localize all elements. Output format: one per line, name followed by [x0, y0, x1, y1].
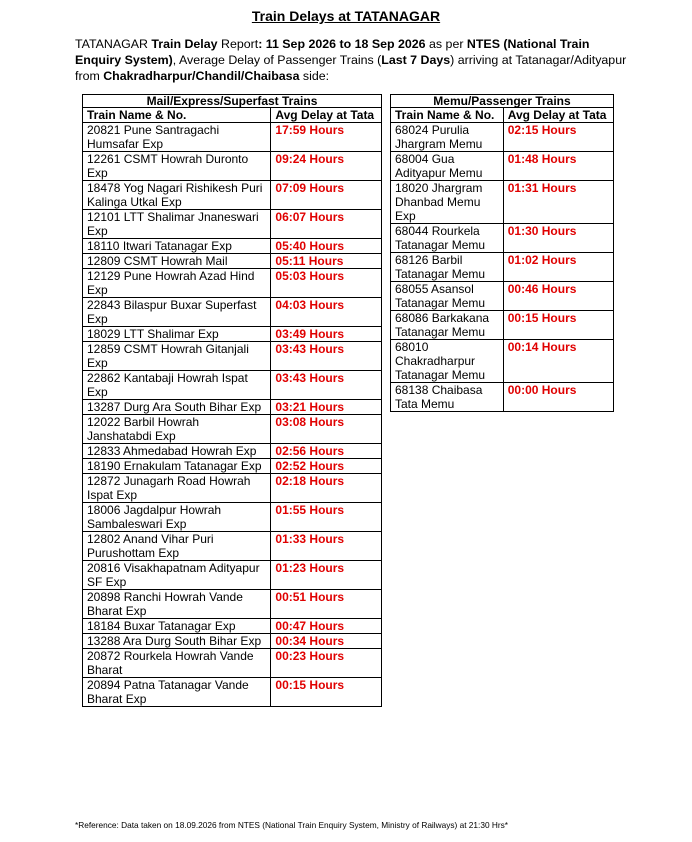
mail-table-row	[83, 444, 382, 459]
train-name-cell: 12101 LTT Shalimar Jnaneswari Exp	[83, 210, 271, 239]
avg-delay-cell: 00:47 Hours	[271, 619, 382, 634]
avg-delay-cell: 03:08 Hours	[271, 415, 382, 444]
page-title: Train Delays at TATANAGAR	[251, 8, 441, 24]
avg-delay-cell: 01:55 Hours	[271, 503, 382, 532]
intro-side: side:	[299, 69, 330, 83]
memu-table-row	[391, 181, 614, 224]
memu-group-header: Memu/Passenger Trains	[391, 95, 614, 108]
mail-table-row	[83, 152, 382, 181]
train-name-cell: 12022 Barbil Howrah Janshatabdi Exp	[83, 415, 271, 444]
train-name-cell: 22843 Bilaspur Buxar Superfast Exp	[83, 298, 271, 327]
mail-table-row	[83, 634, 382, 649]
avg-delay-cell: 00:34 Hours	[271, 634, 382, 649]
avg-delay-cell: 02:15 Hours	[503, 123, 613, 152]
train-name-cell: 12872 Junagarh Road Howrah Ispat Exp	[83, 474, 271, 503]
memu-passenger-table	[390, 94, 614, 412]
avg-delay-cell: 04:03 Hours	[271, 298, 382, 327]
train-name-cell: 18478 Yog Nagari Rishikesh Puri Kalinga Utkal Exp	[83, 181, 271, 210]
avg-delay-cell: 00:15 Hours	[271, 678, 382, 707]
train-name-cell: 18184 Buxar Tatanagar Exp	[83, 619, 271, 634]
intro-paragraph	[75, 36, 635, 84]
memu-table-row	[391, 282, 614, 311]
intro-as-per: as per	[425, 37, 467, 51]
avg-delay-cell: 00:23 Hours	[271, 649, 382, 678]
mail-table-row	[83, 254, 382, 269]
train-name-cell: 12859 CSMT Howrah Gitanjali Exp	[83, 342, 271, 371]
train-name-cell: 20894 Patna Tatanagar Vande Bharat Exp	[83, 678, 271, 707]
train-name-cell: 68044 Rourkela Tatanagar Memu	[391, 224, 504, 253]
memu-table-row	[391, 152, 614, 181]
train-name-cell: 20898 Ranchi Howrah Vande Bharat Exp	[83, 590, 271, 619]
avg-delay-cell: 05:40 Hours	[271, 239, 382, 254]
avg-delay-cell: 02:56 Hours	[271, 444, 382, 459]
intro-station: TATANAGAR	[75, 37, 148, 51]
mail-table-row	[83, 239, 382, 254]
train-name-cell: 68004 Gua Adityapur Memu	[391, 152, 504, 181]
train-name-cell: 22862 Kantabaji Howrah Ispat Exp	[83, 371, 271, 400]
avg-delay-cell: 01:02 Hours	[503, 253, 613, 282]
avg-delay-cell: 00:00 Hours	[503, 383, 613, 412]
train-name-cell: 12802 Anand Vihar Puri Purushottam Exp	[83, 532, 271, 561]
avg-delay-cell: 17:59 Hours	[271, 123, 382, 152]
memu-table-row	[391, 224, 614, 253]
avg-delay-cell: 00:15 Hours	[503, 311, 613, 340]
memu-table-row	[391, 311, 614, 340]
mail-table-row	[83, 181, 382, 210]
mail-express-table	[82, 94, 382, 707]
train-name-cell: 20872 Rourkela Howrah Vande Bharat	[83, 649, 271, 678]
train-name-cell: 18110 Itwari Tatanagar Exp	[83, 239, 271, 254]
avg-delay-cell: 02:18 Hours	[271, 474, 382, 503]
avg-delay-cell: 01:30 Hours	[503, 224, 613, 253]
train-name-cell: 68055 Asansol Tatanagar Memu	[391, 282, 504, 311]
reference-note: *Reference: Data taken on 18.09.2026 from NTES (National Train Enquiry System, Ministry of Railways) at 21:30 Hrs*	[75, 820, 509, 830]
intro-arriving: ) arriving at Tatanagar/Adityapur from	[75, 53, 627, 83]
avg-delay-cell: 03:43 Hours	[271, 342, 382, 371]
intro-mid: , Average Delay of Passenger Trains (	[172, 53, 382, 67]
mail-table-row	[83, 210, 382, 239]
avg-delay-cell: 00:46 Hours	[503, 282, 613, 311]
mail-table-row	[83, 371, 382, 400]
memu-col-delay-header: Avg Delay at Tata	[503, 108, 613, 123]
train-name-cell: 68138 Chaibasa Tata Memu	[391, 383, 504, 412]
intro-from-side: Chakradharpur/Chandil/Chaibasa	[103, 69, 300, 83]
memu-table-row	[391, 253, 614, 282]
train-name-cell: 12833 Ahmedabad Howrah Exp	[83, 444, 271, 459]
mail-table-row	[83, 400, 382, 415]
mail-table-row	[83, 415, 382, 444]
avg-delay-cell: 05:03 Hours	[271, 269, 382, 298]
train-name-cell: 20821 Pune Santragachi Humsafar Exp	[83, 123, 271, 152]
avg-delay-cell: 05:11 Hours	[271, 254, 382, 269]
memu-table-row	[391, 123, 614, 152]
train-name-cell: 12261 CSMT Howrah Duronto Exp	[83, 152, 271, 181]
avg-delay-cell: 01:33 Hours	[271, 532, 382, 561]
avg-delay-cell: 03:21 Hours	[271, 400, 382, 415]
train-name-cell: 68024 Purulia Jhargram Memu	[391, 123, 504, 152]
train-name-cell: 13288 Ara Durg South Bihar Exp	[83, 634, 271, 649]
train-name-cell: 13287 Durg Ara South Bihar Exp	[83, 400, 271, 415]
avg-delay-cell: 00:14 Hours	[503, 340, 613, 383]
train-name-cell: 18020 Jhargram Dhanbad Memu Exp	[391, 181, 504, 224]
train-name-cell: 68126 Barbil Tatanagar Memu	[391, 253, 504, 282]
avg-delay-cell: 02:52 Hours	[271, 459, 382, 474]
memu-col-name-header: Train Name & No.	[391, 108, 504, 123]
intro-date-range: : 11 Sep 2026 to 18 Sep 2026	[258, 37, 426, 51]
avg-delay-cell: 03:49 Hours	[271, 327, 382, 342]
mail-table-row	[83, 269, 382, 298]
mail-table-row	[83, 590, 382, 619]
train-name-cell: 12809 CSMT Howrah Mail	[83, 254, 271, 269]
train-name-cell: 68010 Chakradharpur Tatanagar Memu	[391, 340, 504, 383]
train-name-cell: 12129 Pune Howrah Azad Hind Exp	[83, 269, 271, 298]
mail-table-row	[83, 619, 382, 634]
mail-table-row	[83, 649, 382, 678]
mail-table-row	[83, 532, 382, 561]
train-name-cell: 18190 Ernakulam Tatanagar Exp	[83, 459, 271, 474]
intro-report-label: Train Delay	[151, 37, 218, 51]
intro-period: Last 7 Days	[381, 53, 451, 67]
avg-delay-cell: 01:31 Hours	[503, 181, 613, 224]
avg-delay-cell: 06:07 Hours	[271, 210, 382, 239]
train-name-cell: 18029 LTT Shalimar Exp	[83, 327, 271, 342]
avg-delay-cell: 01:23 Hours	[271, 561, 382, 590]
mail-table-row	[83, 342, 382, 371]
mail-table-row	[83, 561, 382, 590]
mail-table-row	[83, 298, 382, 327]
mail-col-name-header: Train Name & No.	[83, 108, 271, 123]
mail-table-row	[83, 459, 382, 474]
train-name-cell: 20816 Visakhapatnam Adityapur SF Exp	[83, 561, 271, 590]
intro-source: NTES (National Train Enquiry System)	[75, 37, 590, 67]
mail-table-row	[83, 474, 382, 503]
avg-delay-cell: 01:48 Hours	[503, 152, 613, 181]
mail-table-row	[83, 503, 382, 532]
avg-delay-cell: 09:24 Hours	[271, 152, 382, 181]
train-name-cell: 18006 Jagdalpur Howrah Sambaleswari Exp	[83, 503, 271, 532]
mail-col-delay-header: Avg Delay at Tata	[271, 108, 382, 123]
avg-delay-cell: 07:09 Hours	[271, 181, 382, 210]
avg-delay-cell: 03:43 Hours	[271, 371, 382, 400]
mail-table-row	[83, 327, 382, 342]
mail-table-row	[83, 123, 382, 152]
memu-table-row	[391, 340, 614, 383]
memu-table-row	[391, 383, 614, 412]
mail-table-row	[83, 678, 382, 707]
train-name-cell: 68086 Barkakana Tatanagar Memu	[391, 311, 504, 340]
avg-delay-cell: 00:51 Hours	[271, 590, 382, 619]
mail-group-header: Mail/Express/Superfast Trains	[83, 95, 382, 108]
intro-report-word: Report	[217, 37, 259, 51]
